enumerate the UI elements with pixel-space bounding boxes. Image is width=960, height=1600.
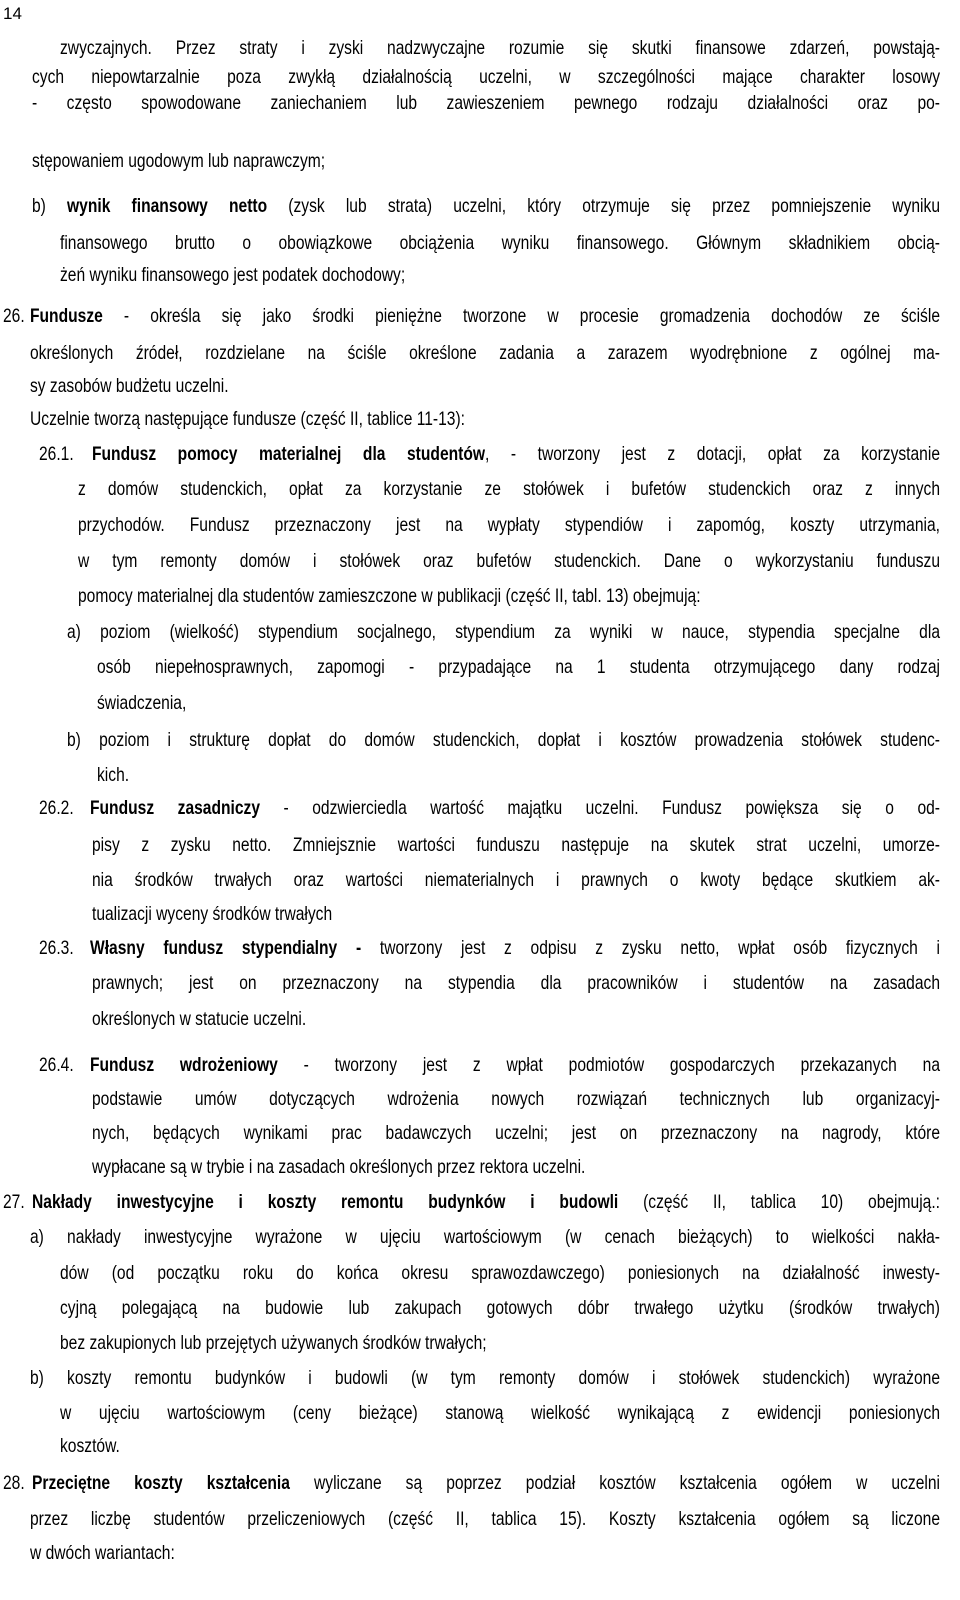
text-line: pomocy materialnej dla studentów zamieszczone w publikacji (część II, tabl. 13) obejmują:: [78, 585, 701, 607]
text-line: [30, 303, 940, 329]
item-number-26: 26.: [3, 305, 25, 327]
text-line: nia środków trwałych oraz wartości niematerialnych i prawnych o kwoty będące skutkiem ak-: [92, 869, 940, 891]
text-line: osób niepełnosprawnych, zapomogi - przypadające na 1 studenta otrzymującego dany rodzaj: [97, 656, 940, 678]
text-line: tualizacji wyceny środków trwałych: [92, 903, 333, 925]
bold-term: wynik finansowy netto: [67, 195, 268, 217]
text-line: określonych źródeł, rozdzielane na ściśle określone zadania a zarazem wyodrębnione z ogólnej ma-: [30, 342, 940, 364]
text-line: [32, 1470, 940, 1496]
text-fragment: (część II, tablica 10) obejmują.:: [618, 1191, 940, 1213]
text-line: prawnych; jest on przeznaczony na stypendia dla pracowników i studentów na zasadach: [92, 972, 940, 994]
item-number-28: 28.: [3, 1472, 25, 1494]
text-fragment: wyliczane są poprzez podział kosztów kształcenia ogółem w uczelni: [289, 1472, 940, 1494]
text-line: podstawie umów dotyczących wdrożenia nowych rozwiązań technicznych lub organizacyj-: [92, 1088, 940, 1110]
text-fragment: - odzwierciedla wartość majątku uczelni. Fundusz powiększa się o od-: [260, 797, 940, 819]
item-number-26-3: 26.3.: [39, 937, 74, 959]
text-line: b) koszty remontu budynków i budowli (w tym remonty domów i stołówek studenckich) wyrażone: [30, 1367, 940, 1389]
text-fragment: b): [32, 195, 68, 217]
text-line: [92, 441, 940, 467]
text-line: świadczenia,: [97, 692, 187, 714]
bold-term: Fundusz zasadniczy: [90, 797, 261, 819]
text-line: a) nakłady inwestycyjne wyrażone w ujęciu wartościowym (w cenach bieżących) to wielkości nakła-: [30, 1226, 940, 1248]
text-line: [32, 193, 940, 219]
bold-term: Własny fundusz stypendialny -: [90, 937, 362, 959]
text-line: sy zasobów budżetu uczelni.: [30, 375, 229, 397]
text-line: cych niepowtarzalnie poza zwykłą działalnością uczelni, w szczególności mające charakter losowy: [32, 66, 940, 88]
text-line: b) poziom i strukturę dopłat do domów studenckich, dopłat i kosztów prowadzenia stołówek studenc-: [67, 729, 940, 751]
page-number: 14: [3, 4, 22, 23]
bold-term: Fundusz wdrożeniowy: [90, 1054, 278, 1076]
text-line: Uczelnie tworzą następujące fundusze (część II, tablice 11-13):: [30, 408, 465, 430]
bold-term: Nakłady inwestycyjne i koszty remontu budynków i budowli: [32, 1191, 619, 1213]
text-line: przez liczbę studentów przeliczeniowych (część II, tablica 15). Koszty kształcenia ogółem są liczone: [30, 1508, 940, 1530]
text-line: zwyczajnych. Przez straty i zyski nadzwyczajne rozumie się skutki finansowe zdarzeń, powstają-: [60, 37, 940, 59]
text-line: w tym remonty domów i stołówek oraz bufetów studenckich. Dane o wykorzystaniu funduszu: [78, 550, 940, 572]
text-line: nych, będących wynikami prac badawczych uczelni; jest on przeznaczony na nagrody, które: [92, 1122, 940, 1144]
text-line: z domów studenckich, opłat za korzystanie ze stołówek i bufetów studenckich oraz z innych: [78, 478, 940, 500]
text-fragment: tworzony jest z odpisu z zysku netto, wpłat osób fizycznych i: [361, 937, 940, 959]
item-number-26-4: 26.4.: [39, 1054, 74, 1076]
item-number-26-2: 26.2.: [39, 797, 74, 819]
text-line: [90, 935, 940, 961]
bold-term: Fundusz pomocy materialnej dla studentów: [92, 443, 486, 465]
text-line: stępowaniem ugodowym lub naprawczym;: [32, 150, 326, 172]
text-line: przychodów. Fundusz przeznaczony jest na wypłaty stypendiów i zapomóg, koszty utrzymania,: [78, 514, 940, 536]
text-line: kich.: [97, 764, 130, 786]
text-line: określonych w statucie uczelni.: [92, 1008, 307, 1030]
text-line: wypłacane są w trybie i na zasadach określonych przez rektora uczelni.: [92, 1156, 586, 1178]
text-fragment: (zysk lub strata) uczelni, który otrzymuje się przez pomniejszenie wyniku: [267, 195, 940, 217]
text-line: kosztów.: [60, 1435, 120, 1457]
text-line: [90, 795, 940, 821]
text-fragment: - tworzony jest z wpłat podmiotów gospodarczych przekazanych na: [277, 1054, 941, 1076]
bold-term: Fundusze: [30, 305, 103, 327]
text-line: żeń wyniku finansowego jest podatek dochodowy;: [60, 264, 406, 286]
item-number-27: 27.: [3, 1191, 25, 1213]
text-line: dów (od początku roku do końca okresu sprawozdawczego) poniesionych na działalność inwesty-: [60, 1262, 940, 1284]
text-line: [90, 1052, 940, 1078]
text-line: pisy z zysku netto. Zmniejsznie wartości funduszu następuje na skutek strat uczelni, umorze-: [92, 834, 940, 856]
text-line: - często spowodowane zaniechaniem lub zawieszeniem pewnego rodzaju działalności oraz po-: [32, 92, 940, 114]
text-line: finansowego brutto o obowiązkowe obciążenia wyniku finansowego. Głównym składnikiem obcią-: [60, 232, 940, 254]
text-line: bez zakupionych lub przejętych używanych środków trwałych;: [60, 1332, 487, 1354]
bold-term: Przeciętne koszty kształcenia: [32, 1472, 290, 1494]
text-line: w dwóch wariantach:: [30, 1542, 175, 1564]
text-line: [32, 1189, 940, 1215]
text-line: w ujęciu wartościowym (ceny bieżące) stanową wielkość wynikającą z ewidencji poniesionych: [60, 1402, 940, 1424]
text-line: a) poziom (wielkość) stypendium socjalnego, stypendium za wyniki w nauce, stypendia specjalne dla: [67, 621, 940, 643]
item-number-26-1: 26.1.: [39, 443, 74, 465]
text-fragment: , - tworzony jest z dotacji, opłat za korzystanie: [485, 443, 941, 465]
text-line: cyjną polegającą na budowie lub zakupach gotowych dóbr trwałego użytku (środków trwałych): [60, 1297, 940, 1319]
text-fragment: - określa się jako środki pieniężne tworzone w procesie gromadzenia dochodów ze ściśle: [102, 305, 941, 327]
